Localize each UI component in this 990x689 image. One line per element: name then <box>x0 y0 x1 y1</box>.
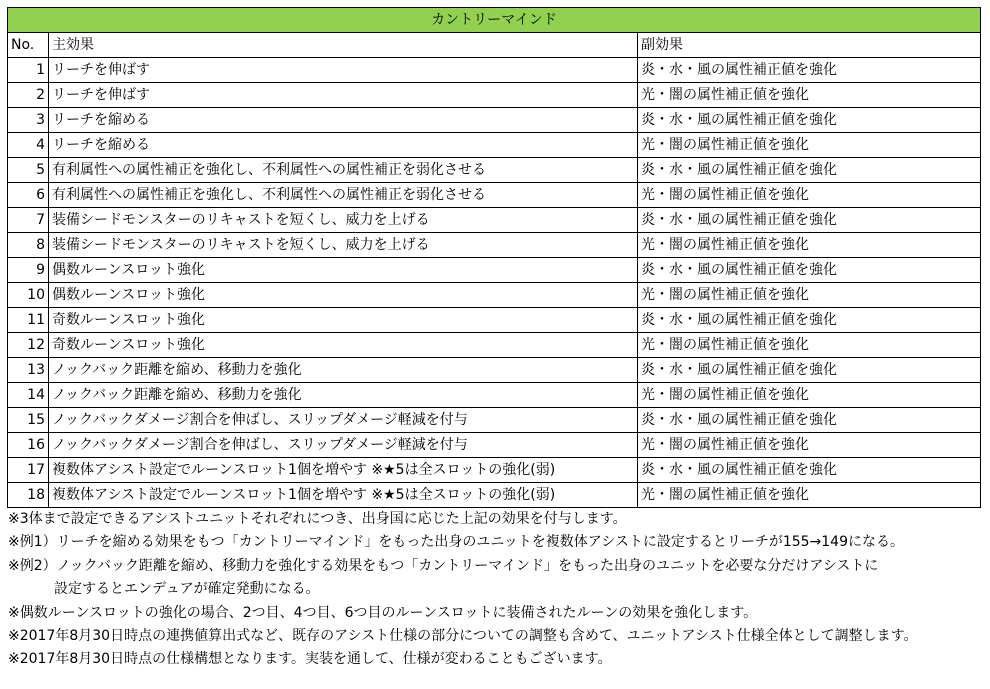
note: ※例2）ノックバック距離を縮め、移動力を強化する効果をもつ「カントリーマインド」をもった出身のユニットを必要な分だけアシストに <box>8 557 879 574</box>
row-sub-effect: 光・闇の属性補正値を強化 <box>638 133 981 158</box>
table-title: カントリーマインド <box>8 8 981 33</box>
row-main-effect: ノックバックダメージ割合を伸ばし、スリップダメージ軽減を付与 <box>49 408 638 433</box>
table-row <box>8 208 981 233</box>
row-main-effect: 奇数ルーンスロット強化 <box>49 333 638 358</box>
row-no: 1 <box>8 58 49 83</box>
table-row <box>8 133 981 158</box>
row-sub-effect: 光・闇の属性補正値を強化 <box>638 433 981 458</box>
table-row <box>8 333 981 358</box>
row-main-effect: ノックバック距離を縮め、移動力を強化 <box>49 383 638 408</box>
row-no: 3 <box>8 108 49 133</box>
table-row <box>8 358 981 383</box>
row-main-effect: 装備シードモンスターのリキャストを短くし、威力を上げる <box>49 208 638 233</box>
header-sub-effect: 副効果 <box>638 33 981 58</box>
row-main-effect: リーチを縮める <box>49 133 638 158</box>
row-main-effect: 偶数ルーンスロット強化 <box>49 283 638 308</box>
row-main-effect: 有利属性への属性補正を強化し、不利属性への属性補正を弱化させる <box>49 158 638 183</box>
table-row <box>8 408 981 433</box>
header-no: No. <box>8 33 49 58</box>
row-no: 6 <box>8 183 49 208</box>
row-no: 14 <box>8 383 49 408</box>
note: ※2017年8月30日時点の連携値算出式など、既存のアシスト仕様の部分についての調整も含めて、ユニットアシスト仕様全体として調整します。 <box>8 628 918 645</box>
row-sub-effect: 炎・水・風の属性補正値を強化 <box>638 258 981 283</box>
row-sub-effect: 光・闇の属性補正値を強化 <box>638 183 981 208</box>
row-sub-effect: 炎・水・風の属性補正値を強化 <box>638 58 981 83</box>
table-header-row <box>8 33 981 58</box>
table-title-row <box>8 8 981 33</box>
row-main-effect: 装備シードモンスターのリキャストを短くし、威力を上げる <box>49 233 638 258</box>
row-no: 17 <box>8 458 49 483</box>
row-sub-effect: 炎・水・風の属性補正値を強化 <box>638 108 981 133</box>
row-main-effect: リーチを縮める <box>49 108 638 133</box>
table-row <box>8 108 981 133</box>
row-sub-effect: 炎・水・風の属性補正値を強化 <box>638 308 981 333</box>
table-row <box>8 233 981 258</box>
row-no: 11 <box>8 308 49 333</box>
table-row <box>8 58 981 83</box>
note: ※例1）リーチを縮める効果をもつ「カントリーマインド」をもった出身のユニットを複数体アシストに設定するとリーチが155→149になる。 <box>8 534 904 551</box>
row-main-effect: 複数体アシスト設定でルーンスロット1個を増やす ※★5は全スロットの強化(弱) <box>49 458 638 483</box>
table-row <box>8 458 981 483</box>
row-no: 15 <box>8 408 49 433</box>
table-row <box>8 483 981 508</box>
row-no: 4 <box>8 133 49 158</box>
table-row <box>8 158 981 183</box>
row-main-effect: リーチを伸ばす <box>49 58 638 83</box>
row-no: 2 <box>8 83 49 108</box>
row-no: 9 <box>8 258 49 283</box>
country-mind-table <box>7 7 981 508</box>
table-row <box>8 183 981 208</box>
row-sub-effect: 炎・水・風の属性補正値を強化 <box>638 208 981 233</box>
row-main-effect: 偶数ルーンスロット強化 <box>49 258 638 283</box>
row-sub-effect: 光・闇の属性補正値を強化 <box>638 83 981 108</box>
row-sub-effect: 光・闇の属性補正値を強化 <box>638 383 981 408</box>
row-sub-effect: 炎・水・風の属性補正値を強化 <box>638 358 981 383</box>
row-no: 18 <box>8 483 49 508</box>
row-no: 13 <box>8 358 49 383</box>
note: ※偶数ルーンスロットの強化の場合、2つ目、4つ目、6つ目のルーンスロットに装備されたルーンの効果を強化します。 <box>8 604 758 621</box>
row-sub-effect: 炎・水・風の属性補正値を強化 <box>638 408 981 433</box>
row-main-effect: リーチを伸ばす <box>49 83 638 108</box>
row-sub-effect: 炎・水・風の属性補正値を強化 <box>638 458 981 483</box>
table-row <box>8 433 981 458</box>
note: 設定するとエンデュアが確定発動になる。 <box>54 581 320 598</box>
table-row <box>8 283 981 308</box>
row-main-effect: 奇数ルーンスロット強化 <box>49 308 638 333</box>
row-sub-effect: 炎・水・風の属性補正値を強化 <box>638 158 981 183</box>
row-no: 8 <box>8 233 49 258</box>
row-no: 7 <box>8 208 49 233</box>
row-main-effect: 複数体アシスト設定でルーンスロット1個を増やす ※★5は全スロットの強化(弱) <box>49 483 638 508</box>
row-sub-effect: 光・闇の属性補正値を強化 <box>638 333 981 358</box>
row-no: 16 <box>8 433 49 458</box>
table-row <box>8 83 981 108</box>
notes <box>8 508 983 672</box>
row-sub-effect: 光・闇の属性補正値を強化 <box>638 233 981 258</box>
row-main-effect: ノックバック距離を縮め、移動力を強化 <box>49 358 638 383</box>
row-no: 10 <box>8 283 49 308</box>
row-main-effect: 有利属性への属性補正を強化し、不利属性への属性補正を弱化させる <box>49 183 638 208</box>
row-no: 12 <box>8 333 49 358</box>
row-main-effect: ノックバックダメージ割合を伸ばし、スリップダメージ軽減を付与 <box>49 433 638 458</box>
row-sub-effect: 光・闇の属性補正値を強化 <box>638 483 981 508</box>
table-row <box>8 308 981 333</box>
header-main-effect: 主効果 <box>49 33 638 58</box>
table-row <box>8 258 981 283</box>
row-sub-effect: 光・闇の属性補正値を強化 <box>638 283 981 308</box>
note: ※3体まで設定できるアシストユニットそれぞれにつき、出身国に応じた上記の効果を付与します。 <box>8 511 627 527</box>
table-row <box>8 383 981 408</box>
note: ※2017年8月30日時点の仕様構想となります。実装を通して、仕様が変わることもございます。 <box>8 651 612 668</box>
row-no: 5 <box>8 158 49 183</box>
